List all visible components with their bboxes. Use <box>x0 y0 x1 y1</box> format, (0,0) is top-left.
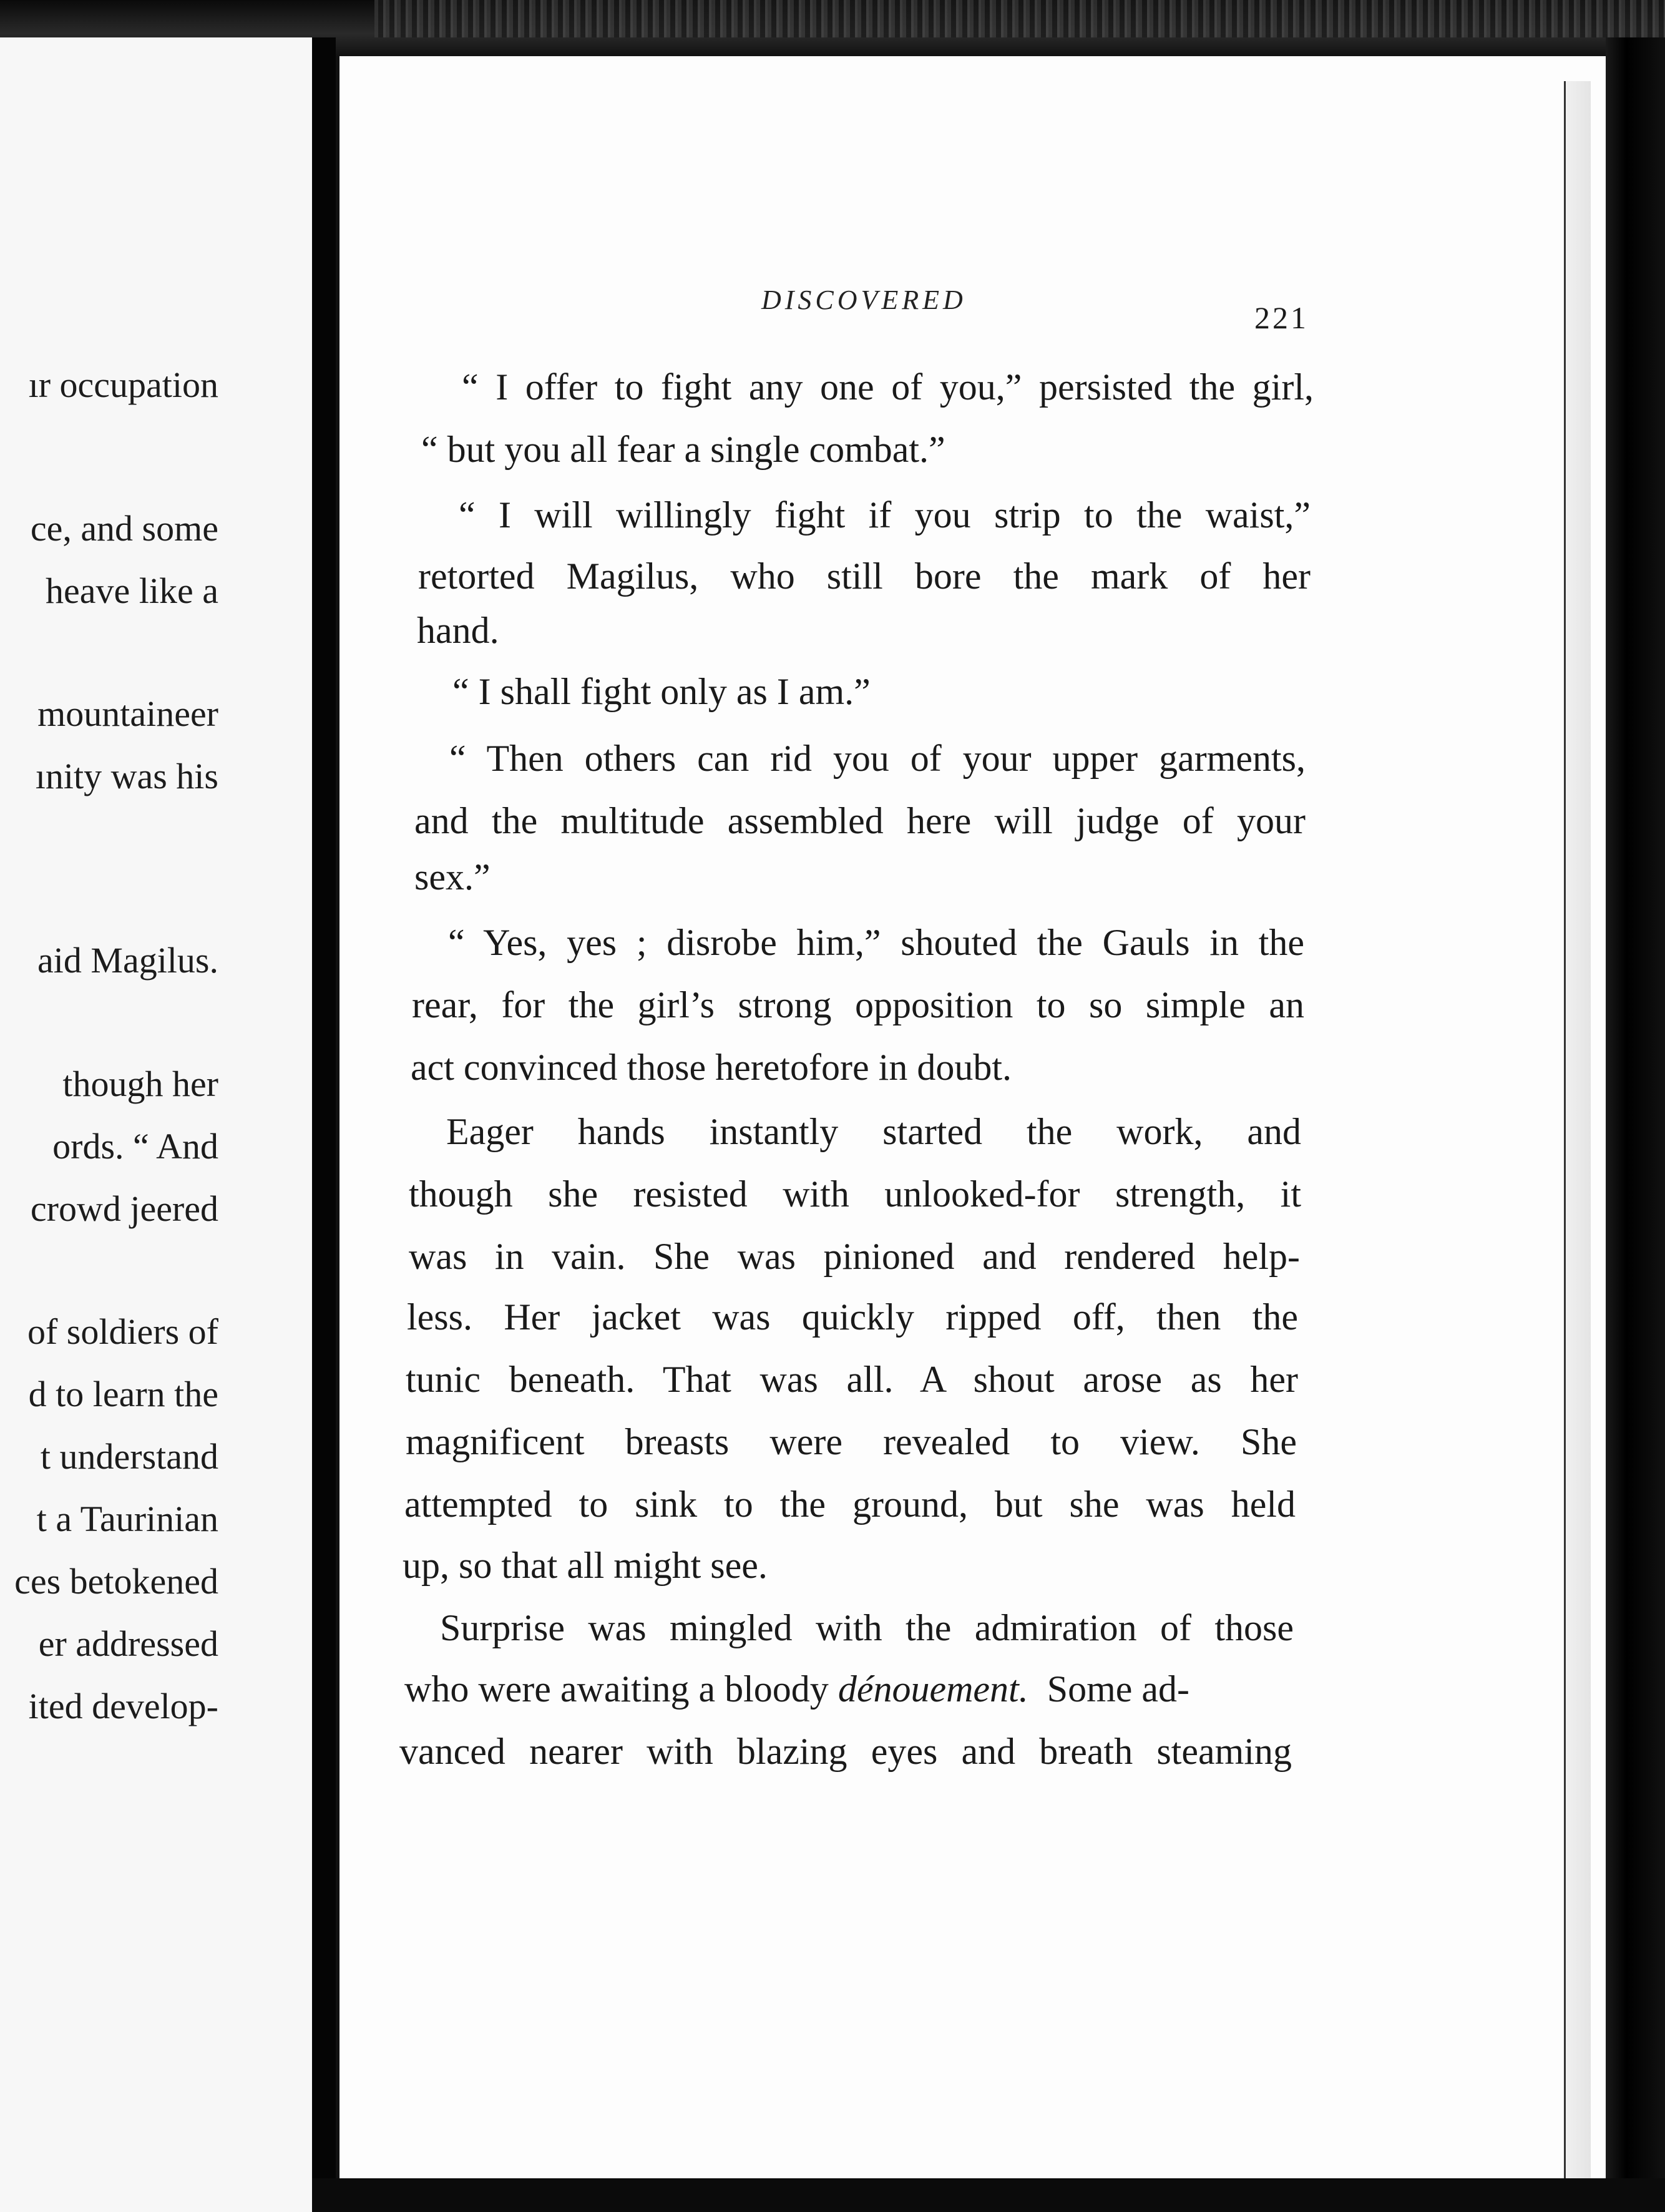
book-gutter <box>312 37 336 2212</box>
left-page-line: though her <box>62 1064 218 1104</box>
left-page-line: t understand <box>40 1436 218 1477</box>
left-page <box>0 37 312 2212</box>
body-line: “ I offer to fight any one of you,” persisted the girl, <box>462 366 1314 408</box>
scan-noise <box>374 0 1665 37</box>
left-page-line: heave like a <box>46 570 218 611</box>
left-page-line: ce, and some <box>30 508 218 549</box>
body-line: sex.” <box>414 856 491 898</box>
body-line: “ I shall fight only as I am.” <box>452 671 871 712</box>
page-edge <box>1564 81 1591 2178</box>
body-line: magnificent breasts were revealed to view. She <box>406 1421 1297 1462</box>
page-number: 221 <box>1254 300 1309 335</box>
body-line: act convinced those heretofore in doubt. <box>411 1047 1012 1088</box>
left-page-line: ited develop- <box>28 1686 218 1726</box>
body-line: “ Yes, yes ; disrobe him,” shouted the Gauls in the <box>448 922 1304 963</box>
scan-bottom-border <box>312 2178 1665 2212</box>
running-head: DISCOVERED <box>761 285 967 315</box>
left-page-line: ır occupation <box>28 365 218 405</box>
left-page-line: ords. “ And <box>52 1126 218 1167</box>
body-line: rear, for the girl’s strong opposition to so simple an <box>412 984 1304 1025</box>
left-page-line: of soldiers of <box>27 1311 218 1352</box>
body-line: hand. <box>417 610 499 651</box>
body-line: tunic beneath. That was all. A shout arose as her <box>406 1359 1298 1400</box>
body-text: Some ad- <box>1047 1668 1189 1710</box>
left-page-line: ınity was his <box>35 756 218 796</box>
left-page-line: aid Magilus. <box>37 940 218 981</box>
left-page-line: t a Taurinian <box>36 1499 218 1539</box>
body-line: up, so that all might see. <box>403 1545 768 1586</box>
left-page-line: mountaineer <box>37 693 218 734</box>
body-line: attempted to sink to the ground, but she was held <box>404 1484 1296 1525</box>
left-page-line: d to learn the <box>28 1374 218 1414</box>
body-line: “ I will willingly fight if you strip to the waist,” <box>459 494 1311 536</box>
left-page-line: crowd jeered <box>30 1188 218 1229</box>
body-line: “ Then others can rid you of your upper garments, <box>449 738 1306 779</box>
left-page-line: ces betokened <box>14 1561 218 1602</box>
body-line <box>404 1670 1189 1708</box>
left-page-line: er addressed <box>38 1623 218 1664</box>
body-line: was in vain. She was pinioned and rendered help- <box>409 1236 1300 1277</box>
body-line: Eager hands instantly started the work, and <box>446 1111 1301 1152</box>
body-line: retorted Magilus, who still bore the mark of her <box>418 555 1311 597</box>
body-text: who were awaiting a bloody <box>404 1668 829 1710</box>
body-line: vanced nearer with blazing eyes and breath steaming <box>399 1731 1292 1772</box>
body-line: and the multitude assembled here will judge of your <box>414 800 1306 841</box>
scan-right-border <box>1606 37 1665 2212</box>
body-line: Surprise was mingled with the admiration of those <box>440 1607 1294 1648</box>
body-line: “ but you all fear a single combat.” <box>421 429 945 470</box>
body-line: less. Her jacket was quickly ripped off, then the <box>407 1296 1298 1338</box>
body-line: though she resisted with unlooked-for strength, it <box>409 1173 1301 1215</box>
italic-term: dénouement. <box>837 1668 1028 1710</box>
